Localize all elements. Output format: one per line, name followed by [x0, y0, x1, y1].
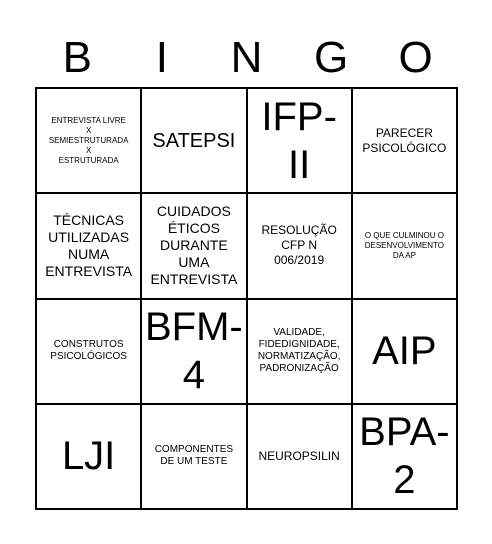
cell-text: VALIDADE, FIDEDIGNIDADE, NORMATIZAÇÃO, PADRONIZAÇÃO [257, 327, 341, 375]
bingo-cell[interactable] [352, 404, 457, 509]
cell-text: O QUE CULMINOU O DESENVOLVIMENTO DA AP [364, 230, 445, 260]
bingo-cell[interactable] [247, 299, 352, 404]
cell-text: PARECER PSICOLÓGICO [362, 125, 447, 155]
header-letter-o: O [398, 33, 433, 82]
cell-text: RESOLUÇÃO CFP N 006/2019 [261, 223, 337, 268]
header-letter-b: B [62, 33, 92, 82]
header-letter-i: I [155, 33, 168, 82]
bingo-cell[interactable] [141, 88, 246, 193]
cell-text: BFM- 4 [145, 305, 243, 398]
bingo-cell[interactable] [36, 88, 141, 193]
bingo-cell[interactable] [141, 193, 246, 298]
bingo-header [35, 30, 458, 86]
bingo-cell[interactable] [352, 88, 457, 193]
bingo-cell[interactable] [36, 193, 141, 298]
cell-text: LJI [61, 434, 116, 479]
cell-text: NEUROPSILIN [258, 448, 340, 463]
bingo-cell[interactable] [36, 299, 141, 404]
cell-text: COMPONENTES DE UM TESTE [154, 444, 234, 468]
bingo-grid [35, 87, 458, 510]
bingo-cell[interactable] [247, 193, 352, 298]
bingo-cell[interactable] [141, 404, 246, 509]
bingo-cell[interactable] [141, 299, 246, 404]
bingo-cell[interactable] [247, 404, 352, 509]
header-letter-n: N [230, 33, 263, 82]
cell-text: IFP- II [261, 94, 337, 187]
bingo-cell[interactable] [36, 404, 141, 509]
cell-text: BPA- 2 [359, 410, 450, 503]
cell-text: TÉCNICAS UTILIZADAS NUMA ENTREVISTA [45, 211, 133, 279]
cell-text: SATEPSI [152, 129, 236, 152]
cell-text: CUIDADOS ÉTICOS DURANTE UMA ENTREVISTA [150, 203, 238, 288]
bingo-cell[interactable] [352, 193, 457, 298]
bingo-cell[interactable] [247, 88, 352, 193]
cell-text: ENTREVISTA LIVRE X SEMIESTRUTURADA X ESTRUTURADA [48, 115, 129, 165]
header-letter-g: G [313, 33, 349, 82]
cell-text: AIP [372, 329, 437, 374]
bingo-cell[interactable] [352, 299, 457, 404]
cell-text: CONSTRUTOS PSICOLÓGICOS [50, 339, 127, 363]
